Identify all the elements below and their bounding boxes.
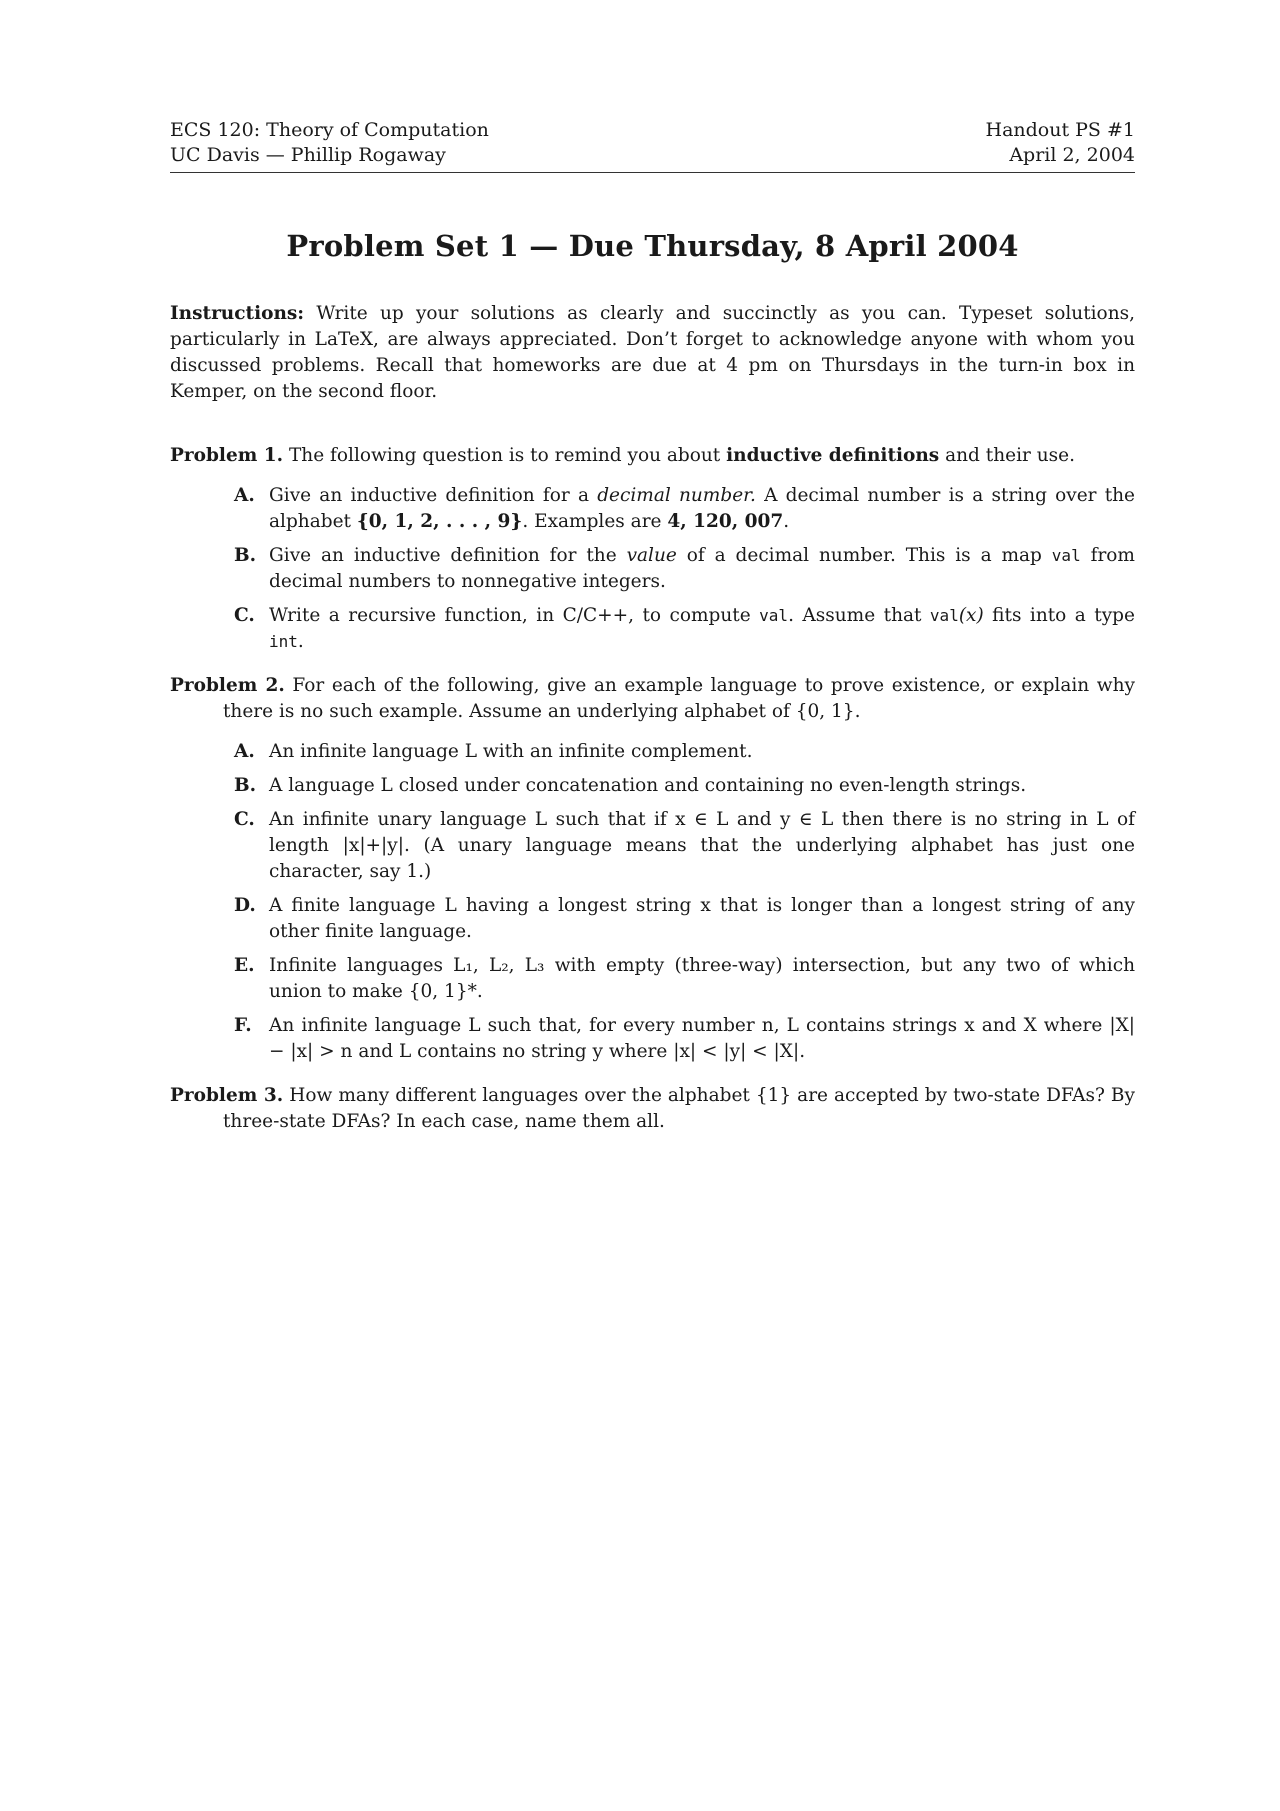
item-label: A.	[234, 741, 255, 762]
item-text: Infinite languages L₁, L₂, L₃ with empty (three-way) intersection, but any two of which union to make {0, 1}*.	[269, 955, 1135, 1002]
item-text: A finite language L having a longest string x that is longer than a longest string of any other finite language.	[269, 895, 1135, 942]
item-text: .	[783, 511, 790, 532]
item-label: A.	[234, 485, 255, 506]
problem-2-item-a	[234, 739, 1135, 765]
item-italic: (x)	[958, 605, 984, 626]
problem-2-item-f	[234, 1013, 1135, 1065]
problem-3-label: Problem 3.	[170, 1085, 284, 1106]
item-label: E.	[234, 955, 255, 976]
problem-1-statement	[170, 443, 1135, 469]
problem-3	[170, 1083, 1135, 1135]
problem-1-emphasis: inductive definitions	[726, 445, 940, 466]
handout-label: Handout PS #1	[985, 119, 1135, 141]
item-text: fits into a type	[992, 605, 1135, 626]
item-text: Write a recursive function, in C/C++, to compute	[269, 605, 751, 626]
problem-1-item-c	[234, 603, 1135, 655]
item-alphabet: {0, 1, 2, . . . , 9}	[356, 511, 523, 532]
item-text: Give an inductive definition for a	[269, 485, 589, 506]
item-label: D.	[234, 895, 256, 916]
item-code: val	[929, 606, 959, 625]
item-label: B.	[234, 775, 257, 796]
instructor-name: UC Davis — Phillip Rogaway	[170, 144, 446, 166]
item-text: An infinite language L with an infinite complement.	[269, 741, 753, 762]
item-label: F.	[234, 1015, 252, 1036]
problem-2-item-b	[234, 773, 1135, 799]
document-page	[170, 118, 1135, 1135]
course-name: ECS 120: Theory of Computation	[170, 119, 489, 141]
problem-1	[170, 443, 1135, 655]
item-text: An infinite unary language L such that if x ∈ L and y ∈ L then there is no string in L of length |x|+|y|. (A unary language means that the underlying alphabet has just one character, say 1.)	[269, 809, 1135, 882]
header-right	[986, 118, 1136, 168]
header-left	[170, 118, 489, 168]
instructions-label: Instructions:	[170, 303, 305, 324]
problem-3-statement	[170, 1083, 1135, 1135]
item-text: from decimal numbers to nonnegative integers.	[269, 545, 1135, 592]
item-code: int	[269, 632, 298, 651]
item-text: . Assume that	[788, 605, 922, 626]
problem-1-text-end: and their use.	[945, 445, 1075, 466]
page-header	[170, 118, 1135, 173]
problem-2-statement	[170, 673, 1135, 725]
item-label: C.	[234, 605, 255, 626]
item-text: An infinite language L such that, for every number n, L contains strings x and X where |X| − |x| > n and L contains no string y where |x| < |y| < |X|.	[269, 1015, 1135, 1062]
item-text: . Examples are	[522, 511, 662, 532]
item-label: B.	[234, 545, 257, 566]
problem-1-label: Problem 1.	[170, 445, 284, 466]
item-text: .	[297, 631, 304, 652]
item-italic: decimal number.	[597, 485, 756, 506]
problem-1-item-a	[234, 483, 1135, 535]
problem-2-item-d	[234, 893, 1135, 945]
problem-2-label: Problem 2.	[170, 675, 285, 696]
item-italic: value	[626, 545, 677, 566]
handout-date: April 2, 2004	[1009, 144, 1135, 166]
problem-1-items	[234, 483, 1135, 655]
item-text: Give an inductive definition for the	[269, 545, 617, 566]
item-text: A language L closed under concatenation and containing no even-length strings.	[269, 775, 1027, 796]
item-code: val	[1051, 546, 1081, 565]
problem-3-text: How many different languages over the alphabet {1} are accepted by two-state DFAs? By three-state DFAs? In each case, name them all.	[223, 1085, 1135, 1132]
problem-1-item-b	[234, 543, 1135, 595]
page-title: Problem Set 1 — Due Thursday, 8 April 2004	[286, 229, 1019, 263]
item-code: val	[759, 606, 789, 625]
item-text: of a decimal number. This is a map	[686, 545, 1042, 566]
problem-2-text: For each of the following, give an example language to prove existence, or explain why there is no such example. Assume an underlying alphabet of {0, 1}.	[223, 675, 1136, 722]
item-label: C.	[234, 809, 255, 830]
problem-2	[170, 673, 1135, 1065]
item-examples: 4, 120, 007	[667, 511, 784, 532]
instructions-text: Write up your solutions as clearly and succinctly as you can. Typeset solutions, particularly in LaTeX, are always appreciated. Don’t forget to acknowledge anyone with whom you discussed problems. Recall that homeworks are due at 4 pm on Thursdays in the turn-in box in Kemper, on the second floor.	[170, 303, 1135, 402]
problem-2-items	[234, 739, 1135, 1065]
problem-1-text: The following question is to remind you about	[288, 445, 721, 466]
problem-2-item-c	[234, 807, 1135, 885]
instructions-paragraph	[170, 301, 1135, 405]
problem-2-item-e	[234, 953, 1135, 1005]
item-text: A decimal number is a string over the alphabet	[269, 485, 1135, 532]
